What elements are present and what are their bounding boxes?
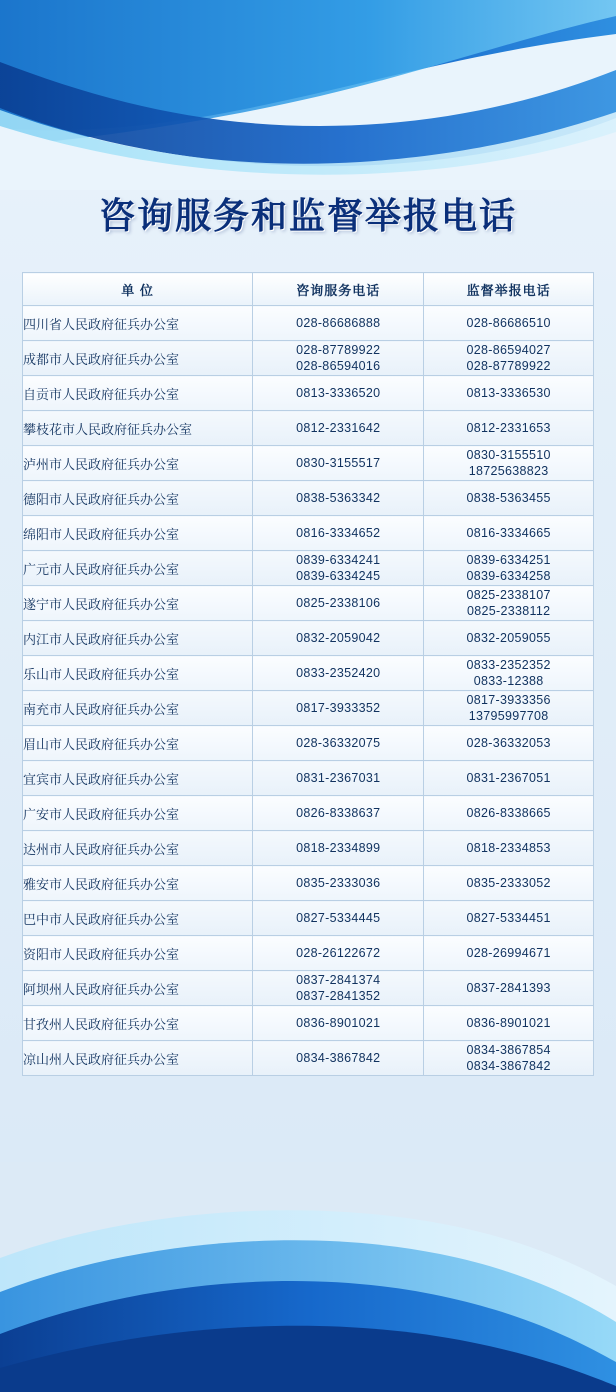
cell-report-phone bbox=[424, 796, 594, 831]
cell-consult-phone bbox=[253, 551, 424, 586]
phone-number: 028-86686888 bbox=[296, 316, 381, 330]
phone-number: 0826-8338637 bbox=[296, 806, 381, 820]
table-row bbox=[23, 551, 594, 586]
phone-number: 0838-5363455 bbox=[466, 491, 551, 505]
phone-number: 0825-2338107 bbox=[466, 588, 551, 602]
cell-consult-phone bbox=[253, 831, 424, 866]
phone-number: 0832-2059055 bbox=[466, 631, 551, 645]
phone-number: 028-86686510 bbox=[466, 316, 551, 330]
phone-number: 0827-5334451 bbox=[466, 911, 551, 925]
table-row bbox=[23, 901, 594, 936]
cell-consult-phone bbox=[253, 936, 424, 971]
phone-number: 028-87789922 bbox=[296, 343, 381, 357]
cell-unit: 宜宾市人民政府征兵办公室 bbox=[23, 761, 253, 796]
cell-report-phone bbox=[424, 761, 594, 796]
cell-report-phone bbox=[424, 656, 594, 691]
table-row bbox=[23, 1041, 594, 1076]
phone-number: 0812-2331653 bbox=[466, 421, 551, 435]
cell-consult-phone bbox=[253, 306, 424, 341]
phone-number: 0817-3933356 bbox=[466, 693, 551, 707]
phone-number: 0818-2334853 bbox=[466, 841, 551, 855]
cell-consult-phone bbox=[253, 726, 424, 761]
phone-number: 0833-2352420 bbox=[296, 666, 381, 680]
phone-number: 0835-2333052 bbox=[466, 876, 551, 890]
table-row bbox=[23, 691, 594, 726]
phone-number: 0833-2352352 bbox=[466, 658, 551, 672]
cell-consult-phone bbox=[253, 1006, 424, 1041]
cell-consult-phone bbox=[253, 901, 424, 936]
phone-number: 0816-3334665 bbox=[466, 526, 551, 540]
phone-table bbox=[22, 272, 594, 1076]
phone-number: 0839-6334241 bbox=[296, 553, 381, 567]
phone-number: 0813-3336530 bbox=[466, 386, 551, 400]
cell-report-phone bbox=[424, 376, 594, 411]
table-row bbox=[23, 1006, 594, 1041]
cell-report-phone bbox=[424, 1041, 594, 1076]
cell-unit: 雅安市人民政府征兵办公室 bbox=[23, 866, 253, 901]
cell-report-phone bbox=[424, 481, 594, 516]
cell-consult-phone bbox=[253, 481, 424, 516]
phone-number: 0834-3867854 bbox=[466, 1043, 551, 1057]
cell-unit: 攀枝花市人民政府征兵办公室 bbox=[23, 411, 253, 446]
phone-table-container bbox=[22, 272, 594, 1076]
phone-number: 0836-8901021 bbox=[296, 1016, 381, 1030]
cell-consult-phone bbox=[253, 656, 424, 691]
phone-number: 0816-3334652 bbox=[296, 526, 381, 540]
cell-report-phone bbox=[424, 446, 594, 481]
table-row bbox=[23, 726, 594, 761]
cell-report-phone bbox=[424, 936, 594, 971]
phone-number: 0825-2338106 bbox=[296, 596, 381, 610]
cell-consult-phone bbox=[253, 761, 424, 796]
column-header-consult: 咨询服务电话 bbox=[253, 273, 424, 306]
cell-unit: 绵阳市人民政府征兵办公室 bbox=[23, 516, 253, 551]
cell-report-phone bbox=[424, 831, 594, 866]
phone-number: 0831-2367031 bbox=[296, 771, 381, 785]
cell-report-phone bbox=[424, 971, 594, 1006]
top-wave-decoration bbox=[0, 0, 616, 190]
phone-number: 028-26994671 bbox=[466, 946, 551, 960]
cell-unit: 乐山市人民政府征兵办公室 bbox=[23, 656, 253, 691]
cell-report-phone bbox=[424, 726, 594, 761]
phone-number: 0834-3867842 bbox=[296, 1051, 381, 1065]
cell-consult-phone bbox=[253, 516, 424, 551]
cell-consult-phone bbox=[253, 586, 424, 621]
cell-consult-phone bbox=[253, 341, 424, 376]
table-row bbox=[23, 446, 594, 481]
table-row bbox=[23, 621, 594, 656]
cell-consult-phone bbox=[253, 376, 424, 411]
cell-report-phone bbox=[424, 411, 594, 446]
cell-unit: 德阳市人民政府征兵办公室 bbox=[23, 481, 253, 516]
cell-consult-phone bbox=[253, 691, 424, 726]
cell-unit: 达州市人民政府征兵办公室 bbox=[23, 831, 253, 866]
phone-number: 18725638823 bbox=[468, 464, 549, 478]
cell-unit: 眉山市人民政府征兵办公室 bbox=[23, 726, 253, 761]
phone-number: 0837-2841374 bbox=[296, 973, 381, 987]
cell-unit: 内江市人民政府征兵办公室 bbox=[23, 621, 253, 656]
cell-unit: 南充市人民政府征兵办公室 bbox=[23, 691, 253, 726]
cell-consult-phone bbox=[253, 796, 424, 831]
cell-unit: 巴中市人民政府征兵办公室 bbox=[23, 901, 253, 936]
phone-number: 028-86594027 bbox=[466, 343, 551, 357]
cell-unit: 遂宁市人民政府征兵办公室 bbox=[23, 586, 253, 621]
cell-report-phone bbox=[424, 691, 594, 726]
table-row bbox=[23, 516, 594, 551]
cell-unit: 凉山州人民政府征兵办公室 bbox=[23, 1041, 253, 1076]
phone-number: 0835-2333036 bbox=[296, 876, 381, 890]
phone-number: 028-26122672 bbox=[296, 946, 381, 960]
cell-report-phone bbox=[424, 621, 594, 656]
cell-report-phone bbox=[424, 516, 594, 551]
phone-number: 0837-2841352 bbox=[296, 989, 381, 1003]
column-header-report: 监督举报电话 bbox=[424, 273, 594, 306]
phone-number: 0839-6334258 bbox=[466, 569, 551, 583]
cell-report-phone bbox=[424, 306, 594, 341]
phone-number: 13795997708 bbox=[468, 709, 549, 723]
table-row bbox=[23, 586, 594, 621]
cell-consult-phone bbox=[253, 621, 424, 656]
phone-number: 0837-2841393 bbox=[466, 981, 551, 995]
phone-number: 0836-8901021 bbox=[466, 1016, 551, 1030]
cell-consult-phone bbox=[253, 411, 424, 446]
phone-number: 028-36332075 bbox=[296, 736, 381, 750]
cell-consult-phone bbox=[253, 446, 424, 481]
cell-unit: 四川省人民政府征兵办公室 bbox=[23, 306, 253, 341]
phone-number: 028-36332053 bbox=[466, 736, 551, 750]
table-row bbox=[23, 306, 594, 341]
table-row bbox=[23, 796, 594, 831]
phone-number: 0817-3933352 bbox=[296, 701, 381, 715]
cell-unit: 资阳市人民政府征兵办公室 bbox=[23, 936, 253, 971]
phone-number: 0818-2334899 bbox=[296, 841, 381, 855]
table-body bbox=[23, 306, 594, 1076]
cell-consult-phone bbox=[253, 1041, 424, 1076]
phone-number: 0834-3867842 bbox=[466, 1059, 551, 1073]
cell-unit: 成都市人民政府征兵办公室 bbox=[23, 341, 253, 376]
table-row bbox=[23, 376, 594, 411]
cell-report-phone bbox=[424, 341, 594, 376]
phone-number: 0839-6334251 bbox=[466, 553, 551, 567]
table-header-row bbox=[23, 273, 594, 306]
table-row bbox=[23, 341, 594, 376]
cell-consult-phone bbox=[253, 866, 424, 901]
phone-number: 0813-3336520 bbox=[296, 386, 381, 400]
cell-unit: 广元市人民政府征兵办公室 bbox=[23, 551, 253, 586]
table-row bbox=[23, 936, 594, 971]
phone-number: 0830-3155517 bbox=[296, 456, 381, 470]
phone-number: 0838-5363342 bbox=[296, 491, 381, 505]
phone-number: 0826-8338665 bbox=[466, 806, 551, 820]
phone-number: 0832-2059042 bbox=[296, 631, 381, 645]
cell-report-phone bbox=[424, 901, 594, 936]
phone-number: 028-86594016 bbox=[296, 359, 381, 373]
phone-number: 0839-6334245 bbox=[296, 569, 381, 583]
phone-number: 028-87789922 bbox=[466, 359, 551, 373]
cell-consult-phone bbox=[253, 971, 424, 1006]
cell-report-phone bbox=[424, 551, 594, 586]
table-row bbox=[23, 481, 594, 516]
table-row bbox=[23, 656, 594, 691]
phone-number: 0833-12388 bbox=[473, 674, 544, 688]
column-header-unit: 单 位 bbox=[23, 273, 253, 306]
cell-report-phone bbox=[424, 1006, 594, 1041]
table-row bbox=[23, 831, 594, 866]
cell-unit: 自贡市人民政府征兵办公室 bbox=[23, 376, 253, 411]
table-row bbox=[23, 971, 594, 1006]
phone-number: 0831-2367051 bbox=[466, 771, 551, 785]
bottom-wave-decoration bbox=[0, 1162, 616, 1392]
page-title: 咨询服务和监督举报电话 bbox=[98, 196, 517, 237]
cell-unit: 泸州市人民政府征兵办公室 bbox=[23, 446, 253, 481]
table-header bbox=[23, 273, 594, 306]
table-row bbox=[23, 866, 594, 901]
cell-report-phone bbox=[424, 586, 594, 621]
cell-unit: 广安市人民政府征兵办公室 bbox=[23, 796, 253, 831]
cell-unit: 阿坝州人民政府征兵办公室 bbox=[23, 971, 253, 1006]
phone-number: 0812-2331642 bbox=[296, 421, 381, 435]
phone-number: 0830-3155510 bbox=[466, 448, 551, 462]
phone-number: 0825-2338112 bbox=[467, 604, 551, 618]
table-row bbox=[23, 411, 594, 446]
cell-report-phone bbox=[424, 866, 594, 901]
phone-number: 0827-5334445 bbox=[296, 911, 381, 925]
table-row bbox=[23, 761, 594, 796]
cell-unit: 甘孜州人民政府征兵办公室 bbox=[23, 1006, 253, 1041]
